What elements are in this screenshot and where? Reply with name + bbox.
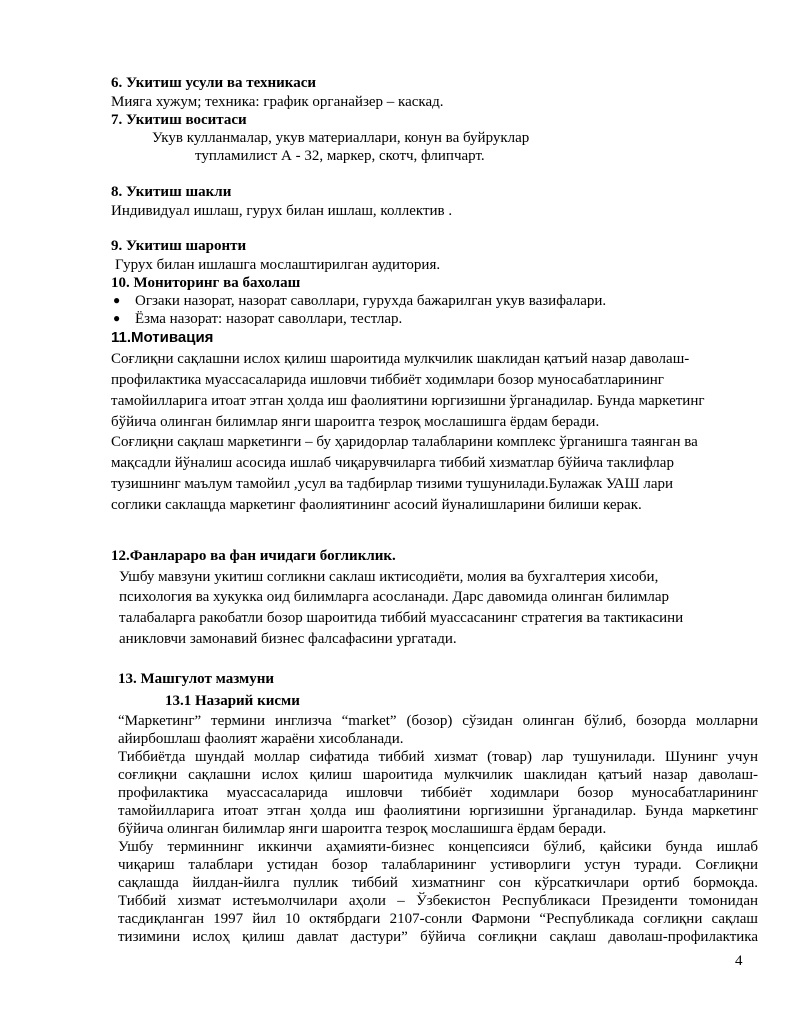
section-7-line-1: Укув кулланмалар, укув материаллари, конун ва буйруклар xyxy=(152,130,530,146)
section-13-line: “Маркетинг” термини инглизча “market” (бозор) сўзидан олинган бўлиб, бозорда молларни xyxy=(118,713,758,729)
section-13-line: чиқариш талаблари устидан бозор талабларининг устиворлиги устун туради. Соғлиқни xyxy=(118,857,758,873)
section-10-bullet-1: Огзаки назорат, назорат саволлари, гурухда бажарилган укув вазифалари. xyxy=(135,293,607,309)
heading-section-13: 13. Машгулот мазмуни xyxy=(118,671,275,687)
heading-section-7: 7. Укитиш воситаси xyxy=(111,112,247,128)
section-11-line: соглики саклащда маркетинг фаолиятининг асосий йуналишларини билиши керак. xyxy=(111,497,642,513)
section-11-line: Соғлиқни сақлаш маркетинги – бу ҳаридорлар талабларини комплекс ўрганишга таянган ва xyxy=(111,434,698,450)
section-11-line: бўйича олинган билимлар янги шароитга тезроқ мослашишга ёрдам беради. xyxy=(111,414,600,430)
section-12-line: Ушбу мавзуни укитиш согликни саклаш иктисодиёти, молия ва бухгалтерия хисоби, xyxy=(119,569,659,585)
section-10-bullet-2: Ёзма назорат: назорат саволлари, тестлар. xyxy=(135,311,403,327)
section-13-line: тасдиқланган 1997 йил 10 октябрдаги 2107-сонли Фармони “Республикада соғлиқни сақлаш xyxy=(118,911,758,927)
page-number: 4 xyxy=(735,953,743,969)
subheading-13-1: 13.1 Назарий кисми xyxy=(165,693,300,709)
section-13-line: Тиббий хизмат истеъмолчилари аҳоли – Ўзбекистон Республикаси Президенти томонидан xyxy=(118,893,758,909)
section-13-line: профилактика муассасаларида ишловчи тиббиёт ходимлари бозор муносабатларининг xyxy=(118,785,758,801)
bullet-icon: ● xyxy=(113,293,121,307)
heading-section-10: 10. Мониторинг ва бахолаш xyxy=(111,275,301,291)
heading-section-12: 12.Фанлараро ва фан ичидаги богликлик. xyxy=(111,548,396,564)
section-13-line: айирбошлаш фаолият жараёни хисобланади. xyxy=(118,731,404,747)
section-11-line: тузишнинг маълум тамойил ,усул ва тадбирлар тизими тушунилади.Булажак УАШ лари xyxy=(111,476,674,492)
heading-section-11: 11.Мотивация xyxy=(111,329,214,346)
section-13-line: тизимини ислоҳ қилиш давлат дастури” бўйича соғлиқни сақлаш даволаш-профилактика xyxy=(118,929,758,945)
section-11-line: мақсадли йўналиш асосида ишлаб чиқарувчиларга тиббий хизматлар бўйича таклифлар xyxy=(111,455,674,471)
section-13-line: Ушбу терминнинг иккинчи аҳамияти-бизнес концепсияси бўлиб, қайсики бунда ишлаб xyxy=(118,839,758,855)
section-7-line-2: тупламилист А - 32, маркер, скотч, флипчарт. xyxy=(195,148,485,164)
section-6-text: Мияга хужум; техника: график органайзер – каскад. xyxy=(111,94,444,110)
section-11-line: Соғлиқни сақлашни ислох қилиш шароитида мулкчилик шаклидан қатъий назар даволаш- xyxy=(111,351,690,367)
section-13-line: сақлашда йилдан-йилга пуллик тиббий хизматнинг сон кўрсаткичлари ортиб бормоқда. xyxy=(118,875,758,891)
bullet-icon: ● xyxy=(113,311,121,325)
section-11-line: тамойилларига итоат этган ҳолда иш фаолиятини юргизишни ўрганадилар. Бунда маркетинг xyxy=(111,393,705,409)
section-12-line: талабаларга ракобатли бозор шароитида тиббий муассасанинг стратегия ва тактикасини xyxy=(119,610,684,626)
section-13-line: бўйича олинган билимлар янги шароитга тезроқ мослашишга ёрдам беради. xyxy=(118,821,607,837)
section-13-line: Тиббиётда шундай моллар сифатида тиббий хизмат (товар) лар тушунилади. Шунинг учун xyxy=(118,749,758,765)
section-12-line: психология ва хукукка оид билимларга асосланади. Дарс давомида олинган билимлар xyxy=(119,589,669,605)
section-11-line: профилактика муассасаларида ишловчи тиббиёт ходимлари бозор муносабатларининг xyxy=(111,372,664,388)
section-13-line: соғлиқни сақлашни ислох қилиш шароитида мулкчилик шаклидан қатъий назар даволаш- xyxy=(118,767,758,783)
heading-section-8: 8. Укитиш шакли xyxy=(111,184,232,200)
section-9-text: Гурух билан ишлашга мослаштирилган аудитория. xyxy=(115,257,441,273)
heading-section-6: 6. Укитиш усули ва техникаси xyxy=(111,75,316,91)
section-8-text: Индивидуал ишлаш, гурух билан ишлаш, коллектив . xyxy=(111,203,453,219)
section-12-line: аникловчи замонавий бизнес фалсафасини ургатади. xyxy=(119,631,457,647)
section-13-line: тамойилларига итоат этган ҳолда иш фаолиятини юргизишни ўрганадилар. Бунда маркетинг xyxy=(118,803,758,819)
heading-section-9: 9. Укитиш шаронти xyxy=(111,238,247,254)
